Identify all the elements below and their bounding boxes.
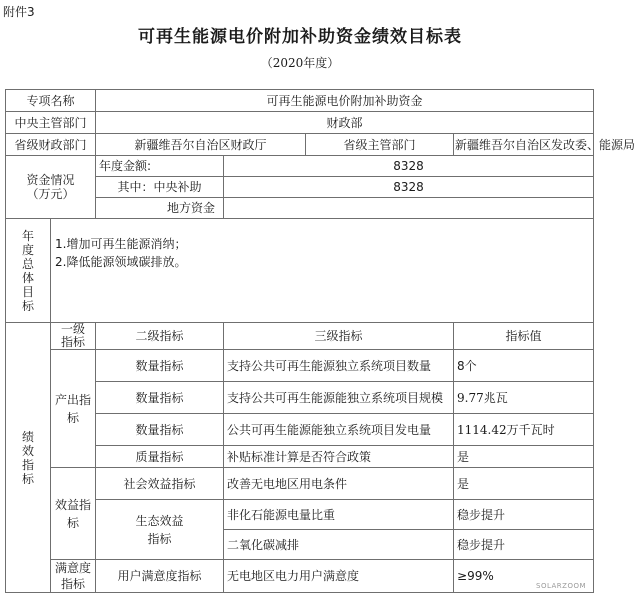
- table-row: [6, 560, 594, 593]
- performance-target-table: [5, 89, 635, 593]
- level3-cell: 公共可再生能源能独立系统项目发电量: [224, 414, 454, 446]
- prov-finance-label: 省级财政部门: [6, 134, 96, 156]
- level2-cell: 社会效益指标: [96, 468, 224, 500]
- value-cell: 8个: [454, 350, 594, 382]
- level3-cell: 补贴标准计算是否符合政策: [224, 446, 454, 468]
- goal-item: 1.增加可再生能源消纳；: [55, 237, 187, 251]
- value-cell: 稳步提升: [454, 530, 594, 560]
- value-cell: 稳步提升: [454, 500, 594, 530]
- project-name-value: 可再生能源电价附加补助资金: [96, 90, 594, 112]
- central-subsidy-value: 8328: [224, 177, 594, 198]
- table-row: [6, 219, 594, 323]
- satisfaction-indicator-label: 满意度 指标: [51, 560, 96, 593]
- value-cell: 9.77兆瓦: [454, 382, 594, 414]
- value-cell: ≥99%: [454, 560, 594, 593]
- level1-header: 一级 指标: [51, 323, 96, 350]
- table-row: [6, 323, 594, 350]
- eco-benefit-label: 生态效益 指标: [96, 500, 224, 560]
- annual-goals-label: 年 度 总 体 目 标: [6, 219, 51, 323]
- local-funds-label: 地方资金: [96, 198, 224, 219]
- table-row: [6, 112, 594, 134]
- annual-amount-label: 年度金额:: [96, 156, 224, 177]
- level2-cell: 数量指标: [96, 382, 224, 414]
- value-cell: 是: [454, 446, 594, 468]
- level3-cell: 改善无电地区用电条件: [224, 468, 454, 500]
- central-subsidy-label: 其中：中央补助: [96, 177, 224, 198]
- level3-cell: 无电地区电力用户满意度: [224, 560, 454, 593]
- funds-label: 资金情况 （万元）: [6, 156, 96, 219]
- level2-cell: 数量指标: [96, 350, 224, 382]
- table-row: [6, 90, 594, 112]
- level3-cell: 非化石能源电量比重: [224, 500, 454, 530]
- value-cell: 1114.42万千瓦时: [454, 414, 594, 446]
- level2-cell: 质量指标: [96, 446, 224, 468]
- central-dept-label: 中央主管部门: [6, 112, 96, 134]
- performance-label: 绩 效 指 标: [6, 323, 51, 593]
- attachment-label: 附件3: [3, 5, 35, 19]
- table-row: [6, 350, 594, 382]
- level2-cell: 数量指标: [96, 414, 224, 446]
- value-header: 指标值: [454, 323, 594, 350]
- table-row: [6, 468, 594, 500]
- level3-cell: 支持公共可再生能源能独立系统项目规模: [224, 382, 454, 414]
- local-funds-value: [224, 198, 594, 219]
- page-title: 可再生能源电价附加补助资金绩效目标表: [138, 27, 462, 47]
- level2-cell: 用户满意度指标: [96, 560, 224, 593]
- level3-header: 三级指标: [224, 323, 454, 350]
- year-subtitle: （2020年度）: [260, 56, 340, 70]
- table-row: [6, 156, 594, 177]
- level2-header: 二级指标: [96, 323, 224, 350]
- prov-dept-label: 省级主管部门: [306, 134, 454, 156]
- level3-cell: 支持公共可再生能源独立系统项目数量: [224, 350, 454, 382]
- prov-finance-value: 新疆维吾尔自治区财政厅: [96, 134, 306, 156]
- benefit-indicator-label: 效益指 标: [51, 468, 96, 560]
- table-row: [6, 134, 594, 156]
- prov-dept-value: 新疆维吾尔自治区发改委、能源局: [454, 134, 594, 156]
- project-name-label: 专项名称: [6, 90, 96, 112]
- goal-item: 2.降低能源领域碳排放。: [55, 255, 187, 269]
- output-indicator-label: 产出指 标: [51, 350, 96, 468]
- central-dept-value: 财政部: [96, 112, 594, 134]
- level3-cell: 二氧化碳减排: [224, 530, 454, 560]
- watermark: SOLARZOOM: [536, 582, 587, 590]
- annual-goals-content: [51, 219, 594, 323]
- value-cell: 是: [454, 468, 594, 500]
- annual-amount-value: 8328: [224, 156, 594, 177]
